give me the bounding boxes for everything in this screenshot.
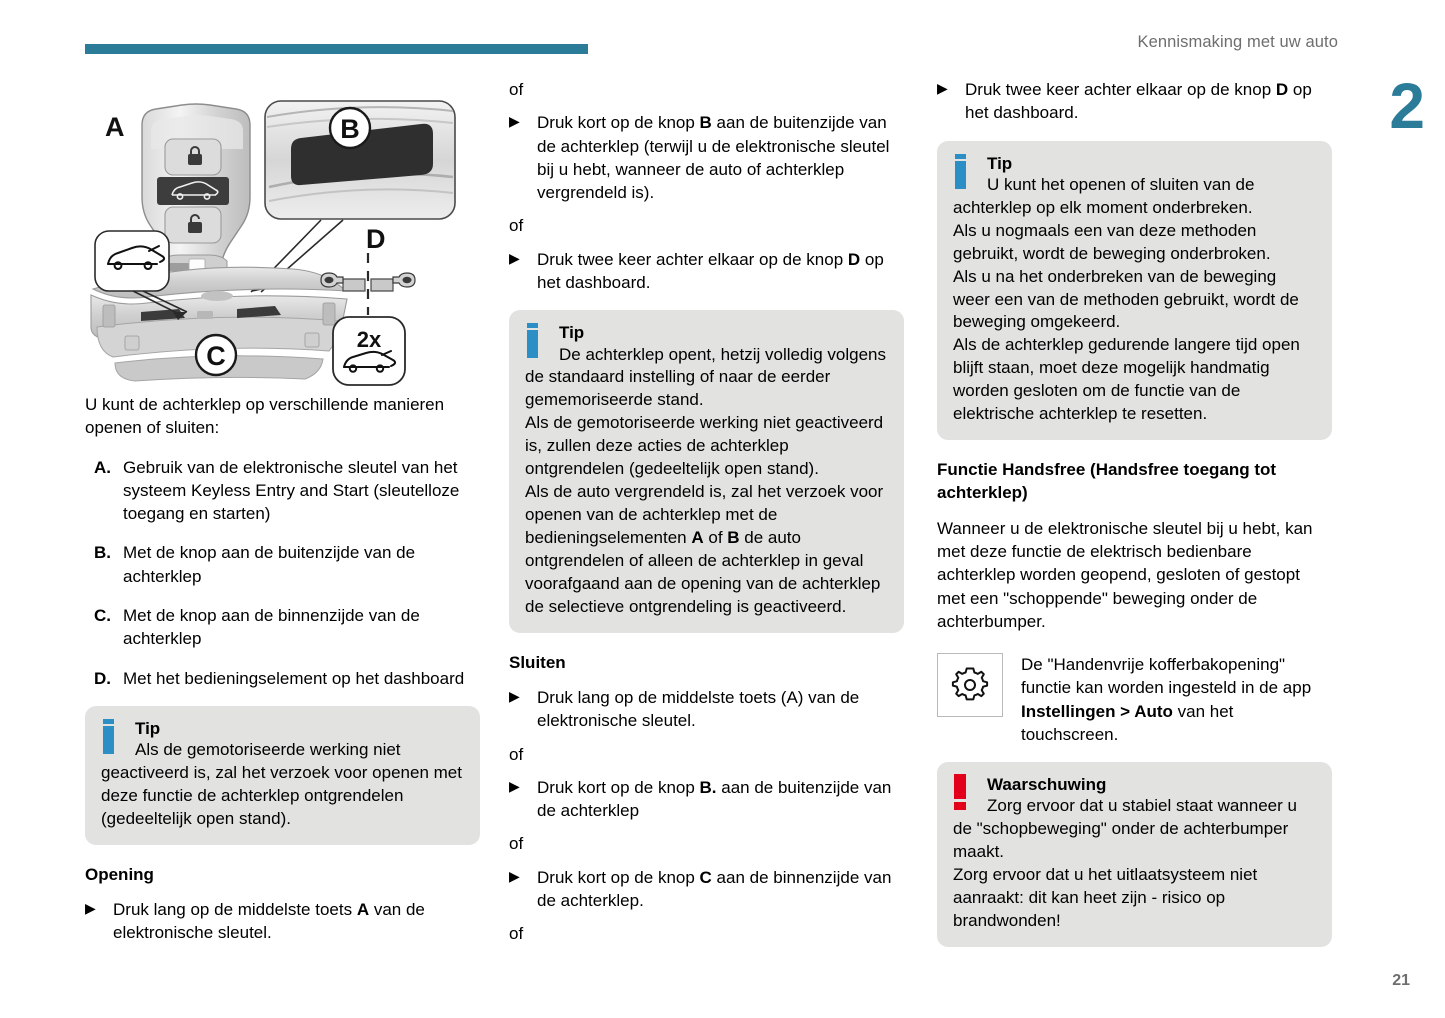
of-connector: of (509, 216, 524, 236)
callout-para-4: Als de achterklep gedurende langere tijd open blijft staan, moet deze mogelijk handmatig worden gesloten om de functie van de elektrische achterklep te resetten. (953, 335, 1300, 424)
step-post: op het dashboard. (965, 80, 1312, 123)
triangle-bullet-icon: ▶ (509, 777, 520, 794)
list-item-letter: C. (94, 605, 111, 625)
close-step-3 (509, 866, 904, 913)
callout-body (101, 739, 464, 831)
of-connector: of (509, 744, 524, 764)
open-step-d-text (537, 248, 904, 295)
callout-title: Tip (559, 323, 585, 343)
triangle-bullet-icon: ▶ (509, 688, 520, 705)
page-header-title: Kennismaking met uw auto (1137, 33, 1338, 51)
opening-step (85, 898, 480, 945)
list-item (85, 456, 480, 526)
note-path-bold: Instellingen > Auto (1021, 701, 1173, 721)
svg-text:C: C (206, 341, 226, 371)
list-item (85, 667, 480, 690)
list-item-text: Met de knop aan de binnenzijde van de achterklep (123, 605, 420, 649)
callout-lead: De achterklep opent, hetzij volledig (559, 344, 823, 364)
close-step-d (937, 78, 1332, 125)
intro-paragraph: U kunt de achterklep op verschillende manieren openen of sluiten: (85, 395, 445, 438)
open-step-d (509, 248, 904, 295)
callout-body (953, 174, 1316, 426)
triangle-bullet-icon: ▶ (509, 113, 520, 130)
step-post: aan de binnenzijde van de achterklep. (537, 867, 892, 910)
tailgate-outside-button-icon (265, 101, 455, 219)
methods-list (85, 456, 480, 690)
step-pre: Druk twee keer achter elkaar op de knop (537, 249, 848, 269)
info-icon (955, 154, 966, 189)
callout-para-3: Als u na het onderbreken van de beweging weer een van de methoden gebruikt, wordt de beweging omgekeerd. (953, 266, 1299, 332)
list-item (85, 604, 480, 651)
list-item-letter: B. (94, 543, 111, 563)
svg-text:B: B (340, 114, 360, 144)
svg-text:D: D (366, 224, 386, 254)
callout-para-3 (525, 481, 888, 619)
step-post: van de elektronische sleutel. (113, 900, 425, 943)
callout-title: Tip (987, 153, 1013, 173)
step-pre: Druk kort op de knop (537, 113, 700, 133)
callout-para-2: Als de gemotoriseerde werking niet geactiveerd is, zullen deze acties de achterklep ontgrendelen (gedeeltelijk open stand). (525, 413, 884, 479)
para3-bold-b: B (727, 528, 740, 547)
svg-text:A: A (105, 112, 125, 142)
step-post: aan de buitenzijde van de achterklep (terwijl u de elektronische sleutel bij u hebt, wanneer de auto of achterklep vergrendeld is). (537, 113, 890, 203)
callout-rest: geactiveerd is, zal het verzoek voor openen met deze functie de achterklep ontgrendelen (gedeeltelijk open stand). (101, 763, 462, 828)
step-post: aan de buitenzijde van de achterklep (537, 777, 892, 821)
callout-para-1: volgens de standaard instelling of naar de eerder gememoriseerde stand. (525, 344, 887, 410)
step-pre: Druk kort op de knop (537, 867, 700, 887)
callout-para-2: Zorg ervoor dat u het uitlaatsysteem niet aanraakt: dit kan heet zijn - risico op brandwonden! (953, 865, 1258, 931)
note-post: van het touchscreen. (1021, 701, 1234, 744)
close-step-2-text (537, 776, 904, 823)
gear-icon (949, 664, 991, 706)
close-step-d-text (965, 78, 1332, 125)
tip-callout-left (85, 706, 480, 845)
of-connector: of (509, 924, 524, 944)
para3-bold-a: A (691, 528, 704, 547)
close-step-1 (509, 686, 904, 733)
column-left (85, 78, 480, 951)
step-pre: Druk lang op de middelste toets (113, 900, 357, 920)
page-number: 21 (1392, 972, 1410, 989)
triangle-bullet-icon: ▶ (85, 900, 96, 917)
settings-note (937, 653, 1332, 746)
list-item-text: Gebruik van de elektronische sleutel van het systeem Keyless Entry and Start (sleutelloze toegang en starten) (123, 457, 460, 524)
heading-closing: Sluiten (509, 652, 566, 672)
list-item-text: Met het bedieningselement op het dashboard (123, 668, 465, 688)
info-icon (103, 719, 114, 754)
callout-lead: Als de gemotoriseerde werking niet (135, 740, 401, 760)
para3-post: de auto ontgrendelen of alleen de achterklep in geval voorafgaand aan de opening van de achterklep de selectieve ontgrendeling is geactiveerd. (525, 528, 881, 616)
heading-handsfree: Functie Handsfree (Handsfree toegang tot achterklep) (937, 460, 1277, 503)
open-step-b-text (537, 111, 904, 204)
info-icon (527, 323, 538, 358)
list-item (85, 541, 480, 588)
callout-title: Tip (135, 718, 161, 738)
callout-title: Waarschuwing (987, 775, 1107, 795)
callout-lead: U kunt het openen of sluiten van de (987, 174, 1255, 194)
open-step-b (509, 111, 904, 204)
close-step-1-text: Druk lang op de middelste toets (A) van de elektronische sleutel. (537, 688, 860, 731)
step-pre: Druk kort op de knop (537, 777, 700, 797)
step-bold: B. (699, 777, 717, 797)
heading-opening: Opening (85, 864, 154, 884)
step-bold: D (847, 249, 861, 269)
tip-callout-right (937, 141, 1332, 441)
of-connector: of (509, 80, 524, 99)
list-item-letter: A. (94, 457, 111, 477)
callout-para-1: achterklep op elk moment onderbreken. (953, 197, 1253, 217)
opening-step-text (113, 898, 480, 945)
triangle-bullet-icon: ▶ (509, 249, 520, 266)
list-item-letter: D. (94, 668, 111, 688)
callout-body (953, 795, 1316, 933)
warning-callout (937, 762, 1332, 947)
illustration-svg (85, 83, 480, 393)
column-right (937, 78, 1332, 947)
handsfree-paragraph: Wanneer u de elektronische sleutel bij u hebt, kan met deze functie de elektrisch bedienbare achterklep worden geopend, gesloten of gestopt met een "schoppende" beweging onder de achterbumper. (937, 518, 1313, 631)
callout-lead: Zorg ervoor dat u stabiel staat wanneer u (987, 796, 1297, 816)
triangle-bullet-icon: ▶ (509, 867, 520, 884)
step-bold: A (356, 900, 370, 920)
list-item-text: Met de knop aan de buitenzijde van de achterklep (123, 543, 416, 586)
column-middle (509, 78, 904, 956)
tip-callout-middle (509, 310, 904, 633)
press-twice-callout (333, 317, 405, 385)
settings-note-text (1003, 653, 1332, 746)
callout-para-1: de "schopbeweging" onder de achterbumper maakt. (953, 819, 1289, 862)
chapter-number: 2 (1389, 70, 1423, 142)
of-connector: of (509, 834, 524, 854)
step-post: op het dashboard. (537, 249, 884, 292)
step-bold: C (699, 867, 712, 887)
callout-body (525, 344, 888, 619)
step-pre: Druk twee keer achter elkaar op de knop (965, 80, 1276, 99)
warning-icon (954, 774, 966, 810)
close-step-3-text (537, 866, 904, 913)
step-bold: D (1275, 80, 1289, 99)
note-pre: De "Handenvrije kofferbakopening" functie kan worden ingesteld in de app (1021, 655, 1312, 698)
para3-mid: of (703, 528, 728, 547)
svg-text:2x: 2x (356, 327, 382, 352)
callout-para-2: Als u nogmaals een van deze methoden gebruikt, wordt de beweging onderbroken. (953, 220, 1271, 263)
triangle-bullet-icon: ▶ (937, 80, 948, 96)
tailgate-opening-illustration (85, 83, 480, 393)
close-step-2 (509, 776, 904, 823)
header-accent-rule (85, 44, 588, 54)
gear-icon-box (937, 653, 1003, 717)
step-bold: B (699, 113, 712, 133)
para3-pre: Als de auto vergrendeld is, zal het verzoek voor openen van de achterklep met de bedieningselementen (525, 482, 884, 547)
